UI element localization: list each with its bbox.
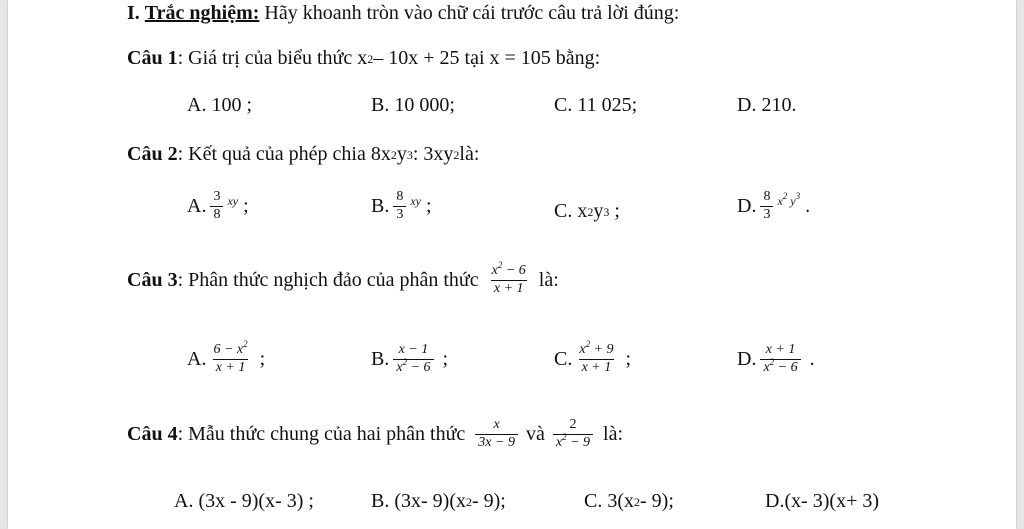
- q3-a-fraction: $\frac{6 - x^2}{x + 1}$: [213, 339, 248, 375]
- q4-and: và: [525, 422, 545, 445]
- q4-fraction-1: $\frac{x}{3x - 9}$: [475, 418, 518, 450]
- q4-option-b[interactable]: B. (3x- 9)(x 2 - 9);: [371, 490, 506, 512]
- q3-a-letter: A.: [187, 347, 207, 370]
- q4-fraction-2: $\frac{2}{x^2 - 9}$: [553, 418, 593, 450]
- q3-option-c[interactable]: C. $\frac{x^2 + 9}{x + 1}$ ;: [554, 339, 632, 375]
- q2-d-var: $x^2$ $y^3$: [777, 190, 801, 208]
- q3-d-fraction: $\frac{x + 1}{x^2 - 6}$: [760, 343, 800, 375]
- q2-option-c[interactable]: C. x 2 y 3 ;: [554, 200, 620, 222]
- q1-text-a: : Giá trị của biểu thức x: [177, 47, 368, 69]
- q3-b-fraction: $\frac{x - 1}{x^2 - 6}$: [393, 343, 433, 375]
- q1-text-b: – 10x + 25 tại x = 105 bằng:: [373, 47, 601, 69]
- section-heading: [127, 2, 679, 25]
- heading-title: Trắc nghiệm:: [144, 2, 260, 24]
- q2-label: Câu 2: [127, 143, 178, 165]
- q2-a-fraction: $\frac{3}{8}$: [210, 190, 223, 222]
- q3-option-d[interactable]: D. $\frac{x + 1}{x^2 - 6}$ .: [737, 342, 815, 375]
- q4-option-a[interactable]: A. (3x - 9)(x- 3) ;: [174, 490, 314, 512]
- q2-option-d[interactable]: D. $\frac{8}{3}$ $x^2$ $y^3$ .: [737, 189, 811, 222]
- q3-label: Câu 3: [127, 268, 178, 291]
- q2-b-fraction: $\frac{8}{3}$: [393, 190, 406, 222]
- q1-option-b[interactable]: B. 10 000;: [371, 94, 455, 116]
- heading-instruction: Hãy khoanh tròn vào chữ cái trước câu trả lời đúng:: [264, 2, 680, 24]
- q2-a-letter: A.: [187, 194, 207, 217]
- q4-option-d[interactable]: D.(x- 3)(x+ 3): [765, 490, 880, 512]
- q3-d-letter: D.: [737, 347, 757, 370]
- q3-b-letter: B.: [371, 347, 390, 370]
- q3-c-letter: C.: [554, 347, 573, 370]
- q4-label: Câu 4: [127, 422, 178, 445]
- q4-option-c[interactable]: C. 3(x 2 - 9);: [584, 490, 674, 512]
- q3-c-fraction: $\frac{x^2 + 9}{x + 1}$: [579, 339, 614, 375]
- q3-tail: là:: [538, 268, 559, 291]
- q1-label: Câu 1: [127, 47, 178, 69]
- q2-option-a[interactable]: A. $\frac{3}{8}$ xy ;: [187, 189, 249, 222]
- question-2: Câu 2 : Kết quả của phép chia 8x 2 y 3 : 3xy 2 là:: [127, 143, 480, 165]
- q4-text: : Mẫu thức chung của hai phân thức: [177, 422, 466, 445]
- q4-tail: là:: [603, 422, 624, 445]
- q3-text: : Phân thức nghịch đảo của phân thức: [177, 268, 479, 291]
- q2-b-letter: B.: [371, 194, 390, 217]
- question-1: Câu 1 : Giá trị của biểu thức x 2 – 10x + 25 tại x = 105 bằng:: [127, 47, 601, 69]
- q3-fraction: $\frac{x^2 - 6}{x + 1}$: [491, 260, 526, 296]
- q2-text-c: : 3xy: [412, 143, 454, 165]
- heading-roman: I.: [127, 2, 140, 24]
- q2-option-b[interactable]: B. $\frac{8}{3}$ xy ;: [371, 189, 432, 222]
- q2-text-b: y: [396, 143, 407, 165]
- q2-d-letter: D.: [737, 194, 757, 217]
- q3-option-a[interactable]: A. $\frac{6 - x^2}{x + 1}$ ;: [187, 339, 266, 375]
- q2-text-a: : Kết quả của phép chia 8x: [177, 143, 391, 165]
- q1-option-a[interactable]: A. 100 ;: [187, 94, 252, 116]
- question-4: [127, 418, 623, 450]
- q1-option-d[interactable]: D. 210.: [737, 94, 797, 116]
- q2-b-var: xy: [410, 193, 421, 208]
- q2-d-fraction: $\frac{8}{3}$: [760, 190, 773, 222]
- q1-option-c[interactable]: C. 11 025;: [554, 94, 638, 116]
- q2-a-var: xy: [227, 193, 239, 208]
- q2-c-letter: C.: [554, 200, 573, 222]
- q2-text-d: là:: [459, 143, 480, 165]
- question-3: [127, 260, 559, 296]
- q3-option-b[interactable]: B. $\frac{x - 1}{x^2 - 6}$ ;: [371, 342, 449, 375]
